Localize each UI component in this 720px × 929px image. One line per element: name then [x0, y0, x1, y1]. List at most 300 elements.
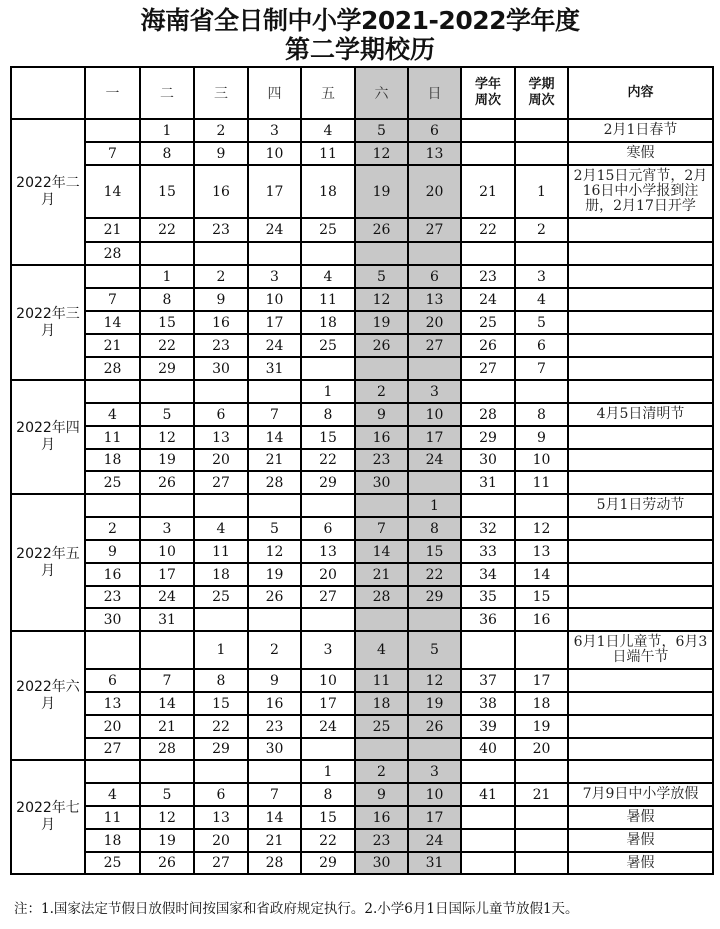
day-cell	[248, 494, 301, 517]
day-cell: 19	[248, 563, 301, 586]
day-cell: 28	[248, 471, 301, 494]
day-cell: 23	[194, 334, 248, 357]
day-cell	[194, 380, 248, 403]
day-cell	[355, 738, 408, 760]
header-fri: 五	[301, 67, 355, 119]
day-cell: 15	[301, 806, 355, 829]
day-cell: 17	[248, 165, 301, 218]
day-cell: 21	[248, 449, 301, 471]
header-month	[11, 67, 85, 119]
day-cell: 11	[301, 142, 355, 165]
day-cell: 27	[194, 852, 248, 874]
content-note-cell: 2月1日春节	[568, 119, 713, 142]
day-cell: 30	[355, 471, 408, 494]
week-row	[11, 631, 713, 669]
content-note-cell: 暑假	[568, 852, 713, 874]
day-cell: 23	[355, 829, 408, 852]
day-cell: 26	[140, 852, 194, 874]
school-year-week-cell: 35	[461, 586, 515, 608]
content-note-cell	[568, 334, 713, 357]
content-note-cell: 暑假	[568, 806, 713, 829]
term-week-cell	[515, 760, 568, 783]
day-cell	[140, 494, 194, 517]
day-cell: 24	[301, 715, 355, 738]
day-cell: 23	[248, 715, 301, 738]
day-cell: 1	[408, 494, 461, 517]
day-cell: 4	[85, 783, 140, 806]
content-note-cell	[568, 517, 713, 540]
week-row	[11, 738, 713, 760]
week-row	[11, 311, 713, 334]
term-week-cell: 11	[515, 471, 568, 494]
day-cell: 29	[301, 471, 355, 494]
day-cell: 18	[85, 449, 140, 471]
day-cell: 26	[140, 471, 194, 494]
day-cell: 17	[140, 563, 194, 586]
day-cell: 24	[408, 449, 461, 471]
week-row	[11, 494, 713, 517]
content-note-cell	[568, 563, 713, 586]
day-cell: 24	[140, 586, 194, 608]
school-year-week-cell: 38	[461, 692, 515, 715]
week-row	[11, 165, 713, 218]
school-year-week-cell: 25	[461, 311, 515, 334]
day-cell	[85, 265, 140, 288]
content-note-cell	[568, 265, 713, 288]
term-week-cell	[515, 242, 568, 265]
term-week-cell	[515, 806, 568, 829]
day-cell: 16	[355, 806, 408, 829]
day-cell: 30	[85, 608, 140, 631]
day-cell: 20	[85, 715, 140, 738]
term-week-cell: 12	[515, 517, 568, 540]
day-cell: 4	[194, 517, 248, 540]
week-row	[11, 265, 713, 288]
month-label-text: 2022年七月	[16, 800, 80, 833]
day-cell	[408, 471, 461, 494]
content-note-cell: 寒假	[568, 142, 713, 165]
week-row	[11, 334, 713, 357]
day-cell: 19	[408, 692, 461, 715]
day-cell: 23	[85, 586, 140, 608]
day-cell: 18	[301, 165, 355, 218]
day-cell: 7	[248, 783, 301, 806]
day-cell: 11	[355, 669, 408, 692]
term-week-cell: 10	[515, 449, 568, 471]
term-week-cell: 8	[515, 403, 568, 426]
day-cell: 24	[408, 829, 461, 852]
calendar-body	[11, 119, 713, 874]
week-row	[11, 403, 713, 426]
month-label-text: 2022年二月	[16, 175, 80, 208]
day-cell: 19	[355, 165, 408, 218]
school-year-week-cell: 36	[461, 608, 515, 631]
term-week-cell: 2	[515, 218, 568, 242]
day-cell	[355, 608, 408, 631]
term-week-cell	[515, 380, 568, 403]
week-row	[11, 380, 713, 403]
day-cell: 25	[194, 586, 248, 608]
term-week-cell	[515, 142, 568, 165]
school-year-week-cell: 37	[461, 669, 515, 692]
school-year-week-cell: 31	[461, 471, 515, 494]
day-cell: 25	[85, 852, 140, 874]
content-note-cell	[568, 738, 713, 760]
week-row	[11, 119, 713, 142]
term-week-cell: 5	[515, 311, 568, 334]
content-note-cell: 7月9日中小学放假	[568, 783, 713, 806]
day-cell: 28	[140, 738, 194, 760]
day-cell	[408, 608, 461, 631]
month-label-text: 2022年五月	[16, 545, 80, 579]
week-row	[11, 669, 713, 692]
content-note-cell	[568, 218, 713, 242]
term-week-cell: 21	[515, 783, 568, 806]
day-cell: 25	[301, 218, 355, 242]
school-year-week-cell: 26	[461, 334, 515, 357]
week-row	[11, 563, 713, 586]
day-cell: 4	[355, 631, 408, 669]
content-note-cell	[568, 715, 713, 738]
day-cell: 1	[140, 119, 194, 142]
day-cell: 3	[301, 631, 355, 669]
week-row	[11, 715, 713, 738]
day-cell: 5	[355, 119, 408, 142]
day-cell: 23	[355, 449, 408, 471]
content-note-cell	[568, 311, 713, 334]
day-cell: 2	[85, 517, 140, 540]
day-cell: 28	[355, 586, 408, 608]
day-cell: 13	[408, 288, 461, 311]
day-cell	[248, 608, 301, 631]
document-subtitle: 第二学期校历	[284, 35, 435, 64]
day-cell: 4	[301, 265, 355, 288]
week-row	[11, 357, 713, 380]
day-cell: 26	[248, 586, 301, 608]
day-cell	[85, 119, 140, 142]
week-row	[11, 426, 713, 449]
month-label	[11, 760, 85, 874]
day-cell: 3	[248, 265, 301, 288]
term-week-cell: 13	[515, 540, 568, 563]
school-year-week-cell: 34	[461, 563, 515, 586]
day-cell: 5	[408, 631, 461, 669]
day-cell: 8	[140, 288, 194, 311]
header-content: 内容	[568, 67, 713, 119]
day-cell: 16	[85, 563, 140, 586]
school-year-week-cell	[461, 380, 515, 403]
week-row	[11, 806, 713, 829]
day-cell: 30	[194, 357, 248, 380]
day-cell: 29	[301, 852, 355, 874]
content-note-cell: 2月15日元宵节，2月16日中小学报到注册，2月17日开学	[568, 165, 713, 218]
day-cell	[408, 357, 461, 380]
day-cell: 12	[355, 142, 408, 165]
day-cell	[301, 494, 355, 517]
day-cell: 17	[248, 311, 301, 334]
school-year-week-cell	[461, 631, 515, 669]
day-cell: 9	[355, 403, 408, 426]
day-cell: 21	[85, 334, 140, 357]
day-cell	[355, 242, 408, 265]
school-year-week-cell: 39	[461, 715, 515, 738]
week-row	[11, 517, 713, 540]
day-cell	[248, 380, 301, 403]
day-cell: 1	[301, 760, 355, 783]
content-note-cell	[568, 586, 713, 608]
month-label-text: 2022年三月	[16, 305, 80, 339]
day-cell: 8	[408, 517, 461, 540]
content-note-cell	[568, 608, 713, 631]
day-cell: 13	[194, 806, 248, 829]
header-term-week-label: 学期周次	[528, 77, 555, 108]
day-cell: 10	[248, 288, 301, 311]
header-sun: 日	[408, 67, 461, 119]
day-cell: 11	[85, 806, 140, 829]
day-cell	[85, 494, 140, 517]
day-cell: 6	[408, 265, 461, 288]
week-row	[11, 218, 713, 242]
day-cell: 20	[301, 563, 355, 586]
day-cell: 4	[301, 119, 355, 142]
day-cell: 24	[248, 334, 301, 357]
content-note-cell	[568, 288, 713, 311]
day-cell: 12	[140, 426, 194, 449]
day-cell: 18	[301, 311, 355, 334]
content-note-cell	[568, 357, 713, 380]
week-row	[11, 760, 713, 783]
term-week-cell: 17	[515, 669, 568, 692]
school-year-week-cell: 28	[461, 403, 515, 426]
day-cell: 15	[140, 165, 194, 218]
day-cell: 6	[194, 783, 248, 806]
term-week-cell: 19	[515, 715, 568, 738]
footnote: 注：1.国家法定节假日放假时间按国家和省政府规定执行。2.小学6月1日国际儿童节放假1天。	[14, 901, 579, 917]
day-cell: 17	[408, 806, 461, 829]
day-cell: 12	[408, 669, 461, 692]
content-note-cell: 6月1日儿童节，6月3日端午节	[568, 631, 713, 669]
day-cell: 21	[85, 218, 140, 242]
day-cell: 15	[194, 692, 248, 715]
day-cell: 16	[194, 311, 248, 334]
day-cell: 1	[140, 265, 194, 288]
day-cell: 5	[140, 403, 194, 426]
day-cell: 27	[85, 738, 140, 760]
day-cell	[140, 631, 194, 669]
day-cell: 29	[140, 357, 194, 380]
month-label-text: 2022年四月	[16, 420, 80, 453]
day-cell: 22	[140, 218, 194, 242]
day-cell	[194, 760, 248, 783]
day-cell: 27	[408, 334, 461, 357]
day-cell: 7	[85, 288, 140, 311]
day-cell: 14	[140, 692, 194, 715]
content-note-cell	[568, 540, 713, 563]
school-year-week-cell	[461, 806, 515, 829]
day-cell: 21	[248, 829, 301, 852]
school-year-week-cell: 30	[461, 449, 515, 471]
month-label	[11, 631, 85, 760]
term-week-cell: 20	[515, 738, 568, 760]
month-label	[11, 119, 85, 265]
term-week-cell: 15	[515, 586, 568, 608]
day-cell: 15	[301, 426, 355, 449]
school-year-week-cell: 22	[461, 218, 515, 242]
day-cell	[248, 242, 301, 265]
day-cell	[355, 357, 408, 380]
term-week-cell	[515, 631, 568, 669]
term-week-cell: 6	[515, 334, 568, 357]
day-cell	[194, 608, 248, 631]
day-cell: 14	[85, 311, 140, 334]
day-cell: 27	[408, 218, 461, 242]
school-year-week-cell	[461, 829, 515, 852]
day-cell	[248, 760, 301, 783]
header-sat: 六	[355, 67, 408, 119]
day-cell: 15	[408, 540, 461, 563]
day-cell: 6	[85, 669, 140, 692]
day-cell	[301, 738, 355, 760]
day-cell	[408, 738, 461, 760]
week-row	[11, 783, 713, 806]
term-week-cell: 9	[515, 426, 568, 449]
day-cell: 14	[248, 806, 301, 829]
day-cell: 20	[194, 449, 248, 471]
term-week-cell: 3	[515, 265, 568, 288]
day-cell: 24	[248, 218, 301, 242]
day-cell: 13	[301, 540, 355, 563]
day-cell: 6	[408, 119, 461, 142]
day-cell: 5	[355, 265, 408, 288]
school-year-week-cell: 41	[461, 783, 515, 806]
day-cell	[301, 357, 355, 380]
day-cell: 27	[194, 471, 248, 494]
day-cell: 8	[301, 783, 355, 806]
school-year-week-cell	[461, 119, 515, 142]
day-cell: 1	[194, 631, 248, 669]
day-cell: 27	[301, 586, 355, 608]
content-note-cell	[568, 380, 713, 403]
day-cell	[194, 242, 248, 265]
week-row	[11, 852, 713, 874]
day-cell: 22	[301, 829, 355, 852]
content-note-cell: 4月5日清明节	[568, 403, 713, 426]
day-cell: 26	[408, 715, 461, 738]
day-cell	[194, 494, 248, 517]
header-school-year-week	[461, 67, 515, 119]
content-note-cell	[568, 242, 713, 265]
day-cell: 28	[248, 852, 301, 874]
day-cell	[408, 242, 461, 265]
day-cell: 12	[140, 806, 194, 829]
week-row	[11, 471, 713, 494]
day-cell: 7	[85, 142, 140, 165]
header-wed: 三	[194, 67, 248, 119]
day-cell: 18	[85, 829, 140, 852]
day-cell	[85, 760, 140, 783]
day-cell: 26	[355, 334, 408, 357]
day-cell: 15	[140, 311, 194, 334]
day-cell: 25	[85, 471, 140, 494]
day-cell: 13	[194, 426, 248, 449]
content-note-cell	[568, 471, 713, 494]
day-cell: 29	[194, 738, 248, 760]
school-year-week-cell	[461, 142, 515, 165]
day-cell: 7	[248, 403, 301, 426]
day-cell: 8	[301, 403, 355, 426]
school-year-week-cell: 24	[461, 288, 515, 311]
school-year-week-cell	[461, 494, 515, 517]
day-cell: 5	[140, 783, 194, 806]
week-row	[11, 692, 713, 715]
day-cell: 10	[140, 540, 194, 563]
day-cell: 12	[248, 540, 301, 563]
day-cell: 2	[194, 265, 248, 288]
term-week-cell	[515, 829, 568, 852]
day-cell: 18	[355, 692, 408, 715]
header-row	[11, 67, 713, 119]
day-cell: 9	[248, 669, 301, 692]
term-week-cell: 4	[515, 288, 568, 311]
week-row	[11, 142, 713, 165]
day-cell: 22	[301, 449, 355, 471]
day-cell	[355, 494, 408, 517]
day-cell	[140, 242, 194, 265]
day-cell: 3	[248, 119, 301, 142]
day-cell: 21	[355, 563, 408, 586]
day-cell: 28	[85, 242, 140, 265]
header-thu: 四	[248, 67, 301, 119]
day-cell: 28	[85, 357, 140, 380]
day-cell: 31	[248, 357, 301, 380]
day-cell: 25	[355, 715, 408, 738]
day-cell	[140, 760, 194, 783]
day-cell: 22	[140, 334, 194, 357]
day-cell: 2	[194, 119, 248, 142]
school-calendar-table	[10, 66, 714, 875]
day-cell: 11	[85, 426, 140, 449]
term-week-cell: 14	[515, 563, 568, 586]
content-note-cell	[568, 426, 713, 449]
day-cell: 1	[301, 380, 355, 403]
day-cell: 10	[248, 142, 301, 165]
content-note-cell	[568, 669, 713, 692]
day-cell: 31	[140, 608, 194, 631]
week-row	[11, 829, 713, 852]
day-cell: 21	[140, 715, 194, 738]
day-cell: 7	[140, 669, 194, 692]
day-cell: 11	[194, 540, 248, 563]
day-cell: 8	[194, 669, 248, 692]
day-cell: 7	[355, 517, 408, 540]
day-cell: 22	[194, 715, 248, 738]
term-week-cell: 16	[515, 608, 568, 631]
day-cell: 10	[408, 403, 461, 426]
day-cell: 9	[194, 142, 248, 165]
header-school-year-week-label: 学年周次	[474, 77, 501, 108]
term-week-cell: 18	[515, 692, 568, 715]
month-label	[11, 380, 85, 494]
day-cell: 2	[355, 380, 408, 403]
week-row	[11, 608, 713, 631]
day-cell: 30	[355, 852, 408, 874]
day-cell: 20	[194, 829, 248, 852]
day-cell: 3	[408, 760, 461, 783]
day-cell: 16	[355, 426, 408, 449]
term-week-cell	[515, 494, 568, 517]
school-year-week-cell: 29	[461, 426, 515, 449]
day-cell	[301, 242, 355, 265]
